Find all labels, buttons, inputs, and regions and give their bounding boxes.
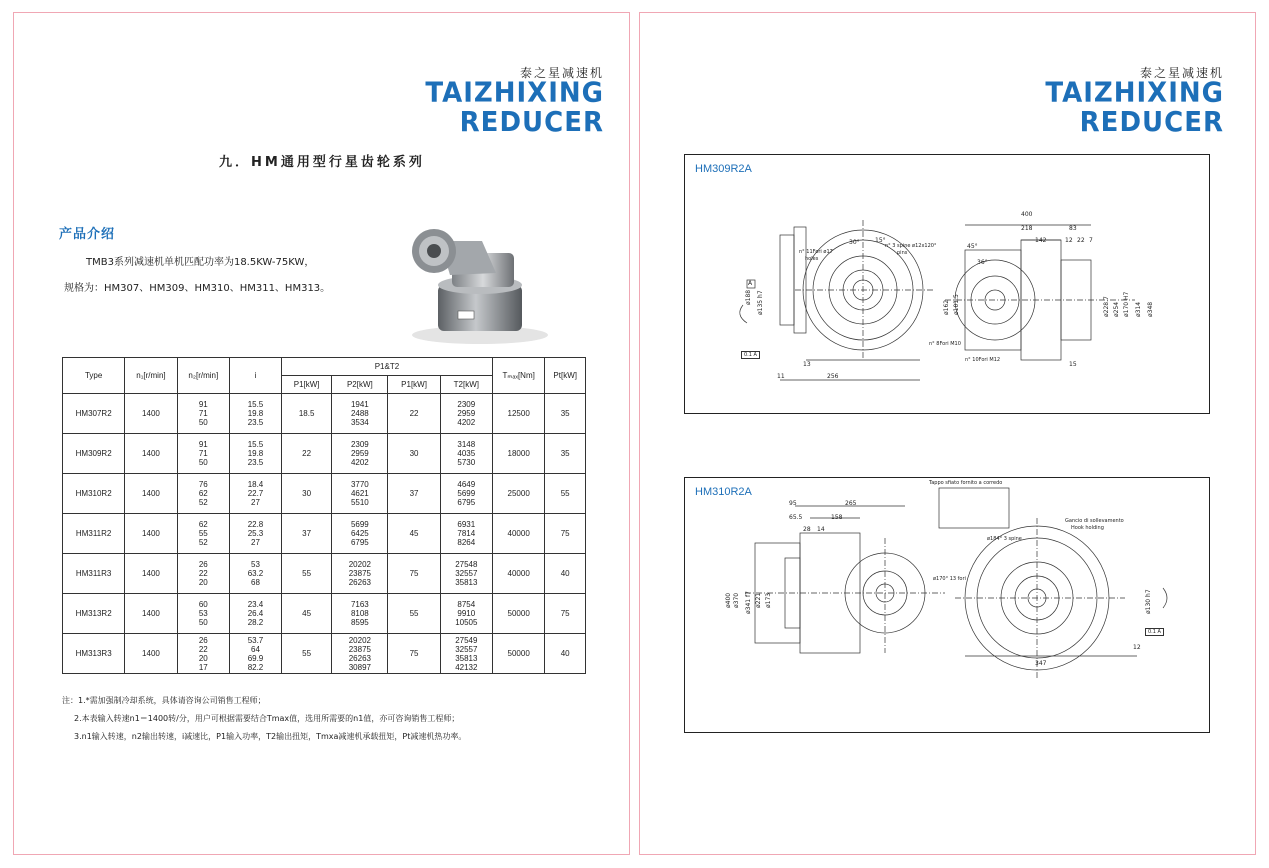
cell-tmax: 50000 [492, 594, 544, 634]
drawing-1-spine-note: n° 3 spine ø12x120° [885, 243, 937, 249]
th-group: P1&T2 [281, 358, 492, 376]
cell-pt: 40 [545, 634, 586, 674]
drawing-1-dim-400: 400 [1021, 211, 1033, 218]
drawing-1-angle-45: 45° [967, 243, 978, 250]
drawing-1-datum-a: A [748, 280, 753, 287]
th-p2: P2[kW] [332, 376, 388, 394]
cell-type: HM309R2 [63, 434, 125, 474]
drawing-2-dim-265: 265 [845, 500, 857, 507]
brand-cn: 泰之星减速机 [519, 66, 604, 80]
cell-type: HM310R2 [63, 474, 125, 514]
cell-p2: 2309 2959 4202 [332, 434, 388, 474]
spec-table-body [63, 394, 586, 674]
cell-p1a: 22 [281, 434, 331, 474]
drawing-2-dim-14: 14 [817, 526, 825, 533]
drawing-2-hook-note: Gancio di sollevamento [1065, 518, 1124, 524]
th-tmax: Tₘₐₓ[Nm] [492, 358, 544, 394]
cell-p1b: 75 [388, 554, 440, 594]
th-p1b: P1[kW] [388, 376, 440, 394]
cell-p1a: 18.5 [281, 394, 331, 434]
cell-pt: 35 [545, 394, 586, 434]
table-row [63, 554, 586, 594]
cell-i: 22.8 25.3 27 [230, 514, 282, 554]
cell-type: HM311R3 [63, 554, 125, 594]
drawing-1-dim-254: ø254 [1113, 301, 1120, 317]
drawing-2-figure [685, 478, 1209, 732]
cell-i: 15.5 19.8 23.5 [230, 394, 282, 434]
table-row [63, 474, 586, 514]
drawing-1-dim-142: 142 [1035, 237, 1047, 244]
cell-pt: 55 [545, 474, 586, 514]
cell-p1b: 22 [388, 394, 440, 434]
drawing-1-tolerance: 0.1 A [741, 351, 760, 359]
cell-n1: 1400 [125, 594, 177, 634]
table-row [63, 594, 586, 634]
cell-t2: 2309 2959 4202 [440, 394, 492, 434]
cell-p1b: 45 [388, 514, 440, 554]
cell-type: HM307R2 [63, 394, 125, 434]
drawing-1-dim-22: 22 [1077, 237, 1085, 244]
drawing-2-vent-note: Tappo sfiato fornito a corredo [929, 480, 1003, 486]
cell-pt: 40 [545, 554, 586, 594]
th-type: Type [63, 358, 125, 394]
drawing-hm310r2a [684, 477, 1210, 733]
drawing-2-tolerance: 0.1 A [1145, 628, 1164, 636]
cell-n2: 91 71 50 [177, 394, 229, 434]
cell-type: HM311R2 [63, 514, 125, 554]
cell-p2: 1941 2488 3534 [332, 394, 388, 434]
cell-p2: 20202 23875 26263 30897 [332, 634, 388, 674]
cell-tmax: 25000 [492, 474, 544, 514]
cell-p2: 20202 23875 26263 [332, 554, 388, 594]
brand-logo-right [896, 66, 1224, 139]
drawing-1-dim-135: ø135 h7 [757, 290, 764, 315]
cell-i: 15.5 19.8 23.5 [230, 434, 282, 474]
drawing-2-dim-221: ø221 [755, 592, 762, 608]
drawing-2-dim-95: 95 [789, 500, 797, 507]
cell-p1b: 37 [388, 474, 440, 514]
th-i: i [230, 358, 282, 394]
cell-i: 53.7 64 69.9 82.2 [230, 634, 282, 674]
cell-i: 23.4 26.4 28.2 [230, 594, 282, 634]
drawing-1-fori-m10: n° 8Fori M10 [929, 341, 961, 347]
cell-p2: 7163 8108 8595 [332, 594, 388, 634]
table-row [63, 634, 586, 674]
drawing-2-dim-370: ø370 [733, 592, 740, 608]
cell-n1: 1400 [125, 634, 177, 674]
drawing-2-label: HM310R2A [695, 486, 752, 498]
intro-line-1: TMB3系列减速机单机匹配功率为18.5KW-75KW， [86, 257, 315, 268]
cell-n2: 26 22 20 17 [177, 634, 229, 674]
cell-n2: 76 62 52 [177, 474, 229, 514]
drawing-1-dim-218: 218 [1021, 225, 1033, 232]
cell-type: HM313R3 [63, 634, 125, 674]
cell-pt: 75 [545, 594, 586, 634]
cell-p2: 3770 4621 5510 [332, 474, 388, 514]
drawing-1-fori-m12: n° 10Fori M12 [965, 357, 1001, 363]
brand-en-right: TAIZHIXING REDUCER [1045, 77, 1224, 139]
cell-p2: 5699 6425 6795 [332, 514, 388, 554]
reducer-photo [400, 213, 550, 348]
brand-en: TAIZHIXING REDUCER [425, 77, 604, 139]
intro-heading: 产品介绍 [59, 227, 116, 242]
th-pt: Pt[kW] [545, 358, 586, 394]
drawing-1-dim-170: ø170 H7 [1123, 291, 1130, 317]
cell-t2: 27548 32557 35813 [440, 554, 492, 594]
drawing-2-dim-173: ø173 [765, 592, 772, 608]
cell-i: 18.4 22.7 27 [230, 474, 282, 514]
section-title: 九．HM通用型行星齿轮系列 [219, 155, 425, 170]
left-page [13, 12, 630, 855]
cell-tmax: 40000 [492, 514, 544, 554]
brand-cn-right: 泰之星减速机 [1139, 66, 1224, 80]
drawing-1-dim-162: ø162 [943, 299, 950, 315]
cell-t2: 6931 7814 8264 [440, 514, 492, 554]
cell-p1a: 45 [281, 594, 331, 634]
drawing-1-dim-314: ø314 [1135, 301, 1142, 317]
drawing-1-dim-12: 12 [1065, 237, 1073, 244]
drawing-2-spine-note: ø184° 3 spine [987, 536, 1022, 542]
cell-tmax: 50000 [492, 634, 544, 674]
drawing-1-dim-11: 11 [777, 373, 785, 380]
th-n2: n₂[r/min] [177, 358, 229, 394]
th-n1: n₁[r/min] [125, 358, 177, 394]
cell-pt: 35 [545, 434, 586, 474]
cell-p1a: 55 [281, 634, 331, 674]
cell-t2: 3148 4035 5730 [440, 434, 492, 474]
drawing-2-dim-12: 12 [1133, 644, 1141, 651]
drawing-hm309r2a [684, 154, 1210, 414]
cell-p1b: 55 [388, 594, 440, 634]
cell-n2: 26 22 20 [177, 554, 229, 594]
cell-p1a: 37 [281, 514, 331, 554]
cell-type: HM313R2 [63, 594, 125, 634]
cell-p1a: 30 [281, 474, 331, 514]
drawing-2-dim-347: 347 [1035, 660, 1047, 667]
drawing-1-angle-30: 30° [849, 239, 860, 246]
cell-n1: 1400 [125, 474, 177, 514]
drawing-2-dim-28: 28 [803, 526, 811, 533]
cell-p1a: 55 [281, 554, 331, 594]
cell-n2: 91 71 50 [177, 434, 229, 474]
drawing-1-dim-348: ø348 [1147, 301, 1154, 317]
drawing-1-holes-word: holes [805, 256, 819, 262]
cell-t2: 4649 5699 6795 [440, 474, 492, 514]
drawing-1-figure [685, 155, 1209, 413]
cell-p1b: 75 [388, 634, 440, 674]
right-page [639, 12, 1256, 855]
drawing-1-dim-13: 13 [803, 361, 811, 368]
drawing-2-hook-en: Hook holding [1071, 525, 1104, 531]
drawing-2-dim-400: ø400 [725, 592, 732, 608]
cell-p1b: 30 [388, 434, 440, 474]
cell-t2: 8754 9910 10505 [440, 594, 492, 634]
drawing-1-angle-36: 36° [977, 259, 988, 266]
note-1: 注：1.*需加强制冷却系统，具体请咨询公司销售工程师； [62, 696, 266, 705]
cell-n2: 62 55 52 [177, 514, 229, 554]
drawing-1-dim-101: ø101.5 [953, 294, 960, 315]
cell-i: 53 63.2 68 [230, 554, 282, 594]
table-row [63, 434, 586, 474]
drawing-1-dim-83: 83 [1069, 225, 1077, 232]
cell-n1: 1400 [125, 434, 177, 474]
note-3: 3.n1输入转速，n2输出转速，i减速比，P1输入功率，T2输出扭矩，Tmxa减速机承载扭矩，Pt减速机热功率。 [74, 732, 467, 741]
cell-n2: 60 53 50 [177, 594, 229, 634]
spec-table [62, 357, 586, 674]
drawing-1-dim-15: 15 [1069, 361, 1077, 368]
drawing-2-dim-158: 158 [831, 514, 843, 521]
drawing-2-dim-341: ø341 f7 [745, 591, 752, 614]
th-t2: T2[kW] [440, 376, 492, 394]
cell-pt: 75 [545, 514, 586, 554]
table-row [63, 514, 586, 554]
cell-tmax: 40000 [492, 554, 544, 594]
table-row [63, 394, 586, 434]
cell-tmax: 12500 [492, 394, 544, 434]
th-p1a: P1[kW] [281, 376, 331, 394]
drawing-2-fori-note: ø170° 13 fori [933, 576, 966, 582]
drawing-1-dim-188: ø188 [745, 289, 752, 305]
note-2: 2.本表输入转速n1＝1400转/分，用户可根据需要结合Tmax值，选用所需要的n1值，亦可咨询销售工程师； [74, 714, 460, 723]
drawing-1-dim-228: ø228.7 [1103, 296, 1110, 317]
drawing-1-label: HM309R2A [695, 163, 752, 175]
intro-line-2: 规格为：HM307、HM309、HM310、HM311、HM313。 [64, 283, 331, 294]
cell-n1: 1400 [125, 514, 177, 554]
drawing-2-dim-130: ø130 h7 [1145, 589, 1152, 614]
drawing-1-dim-7: 7 [1089, 237, 1093, 244]
cell-n1: 1400 [125, 394, 177, 434]
brand-logo [276, 66, 604, 139]
drawing-1-holes-note: n° 11Fori ø17 [799, 249, 833, 255]
cell-n1: 1400 [125, 554, 177, 594]
drawing-1-pins-word: pins [897, 250, 908, 256]
drawing-2-dim-655: 65.5 [789, 514, 803, 521]
drawing-1-angle-15: 15° [875, 237, 886, 244]
drawing-1-dim-256: 256 [827, 373, 839, 380]
cell-tmax: 18000 [492, 434, 544, 474]
cell-t2: 27549 32557 35813 42132 [440, 634, 492, 674]
